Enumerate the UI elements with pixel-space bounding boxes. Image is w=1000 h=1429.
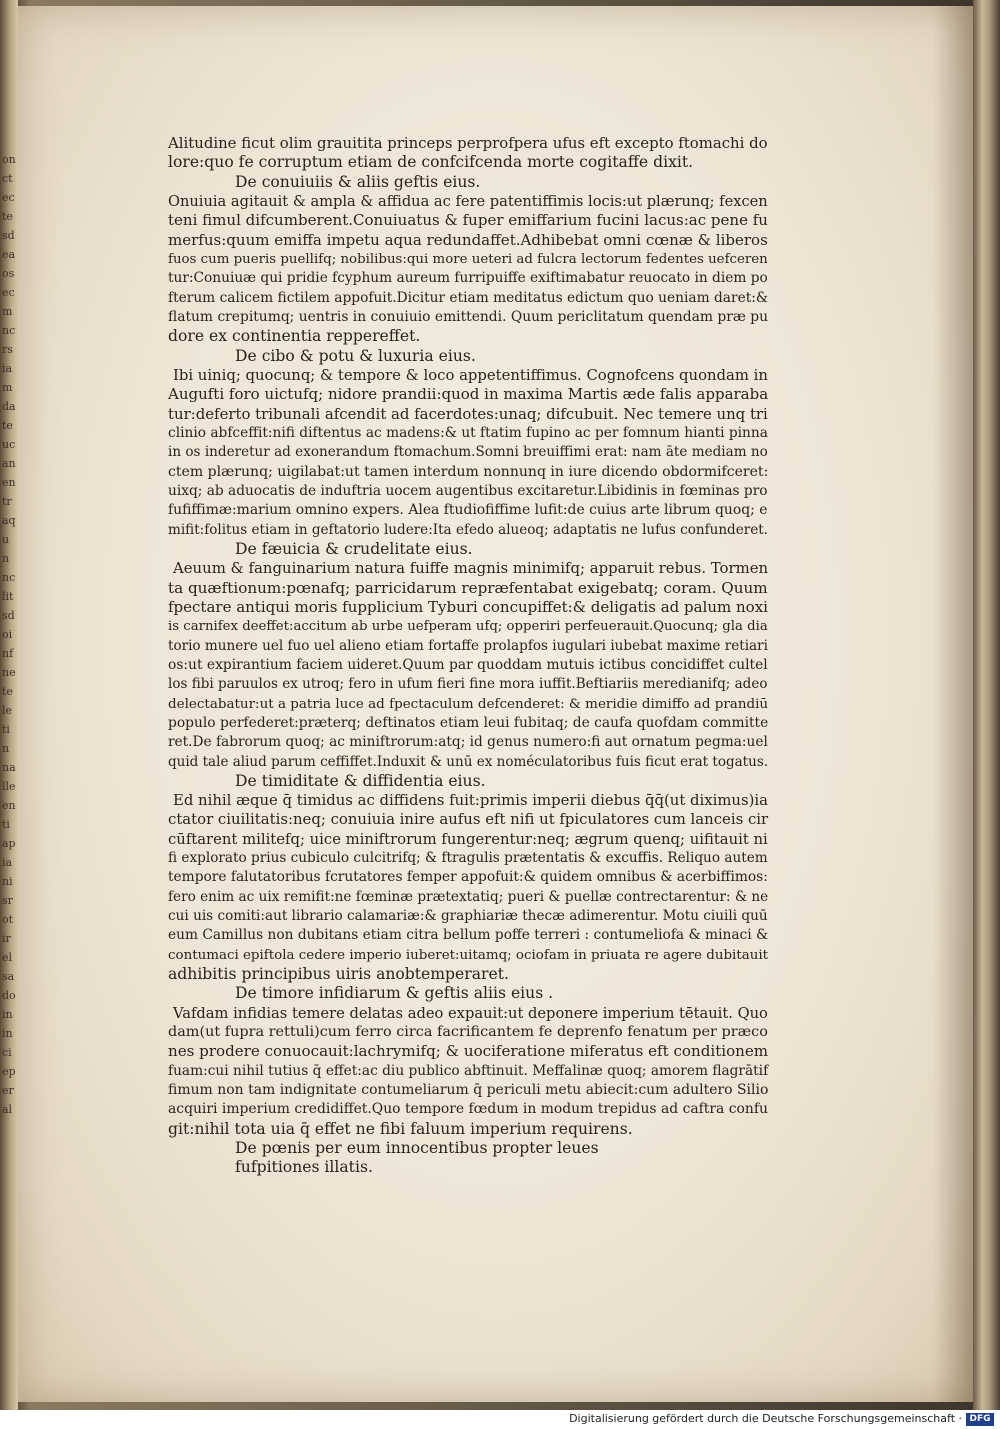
line-text: cūftarent militefq; uice miniftrorum fungerentur:neq; ægrum quenq; uifitauit ni [168, 830, 768, 848]
text-line [118, 617, 768, 636]
line-text: teni fimul difcumberent.Conuiuatus & fuper emiffarium fucini lacus:ac pene fu [168, 211, 768, 230]
line-text: Aeuum & fanguinarium natura fuiffe magnis minimifq; apparuit rebus. Tormen [173, 559, 769, 578]
text-line [118, 385, 768, 404]
text-line [118, 656, 768, 675]
line-text: fufpitiones illatis. [235, 1158, 373, 1177]
line-text: tur:Conuiuæ qui pridie fcyphum aureum furripuiffe exiftimabatur reuocato in diem po [168, 270, 768, 287]
line-text: quid tale aliud parum ceffiffet.Induxit & unū ex noméculatoribus fuis ficut erat togatus. [168, 753, 769, 770]
line-text: ctator ciuilitatis:neq; conuiuia inire aufus eft nifi ut fpiculatores cum lanceis cir [168, 810, 769, 829]
text-line [118, 250, 768, 269]
line-text: fi explorato prius cubiculo culcitrifq; & ftragulis prætentatis & excuffis. Reliquo autem [168, 850, 768, 867]
line-text: acquiri imperium credidiffet.Quo tempore fœdum in modum trepidus ad caftra confu [168, 1101, 768, 1118]
text-line [118, 405, 768, 424]
text-line [118, 868, 768, 887]
text-line [118, 1023, 768, 1042]
line-text: De conuiuiis & aliis geftis eius. [235, 172, 481, 191]
line-text: De timore infidiarum & geftis aliis eius . [235, 984, 554, 1003]
dfg-logo [966, 1413, 994, 1426]
line-text: Augufti foro uictufq; nidore prandii:quod in maxima Martis æde falis apparaba [168, 385, 769, 404]
line-text: tempore falutatoribus fcrutatores femper appofuit:& quidem omnibus & acerbiffimos: [168, 869, 768, 886]
funding-notice: Digitalisierung gefördert durch die Deutsche Forschungsgemeinschaft · [569, 1412, 962, 1425]
line-text: fuam:cui nihil tutius q̄ effet:ac diu publico abftinuit. Meffalinæ quoq; amorem flagrātif [168, 1062, 769, 1079]
text-line [118, 733, 768, 752]
text-line [118, 714, 768, 733]
text-line [118, 907, 768, 926]
line-text: populo perfederet:præterq; deftinatos etiam leui fubitaq; de caufa quofdam committe [168, 714, 769, 731]
line-text: mifit:folitus etiam in geftatorio ludere:Ita efedo alueoq; adaptatis ne lufus confunderet. [168, 521, 768, 538]
text-line [118, 791, 768, 810]
text-line [118, 810, 768, 829]
text-line [118, 598, 768, 617]
text-line [118, 501, 768, 520]
text-line [118, 192, 768, 211]
line-text: adhibitis principibus uiris anobtemperaret. [168, 965, 509, 984]
text-line [118, 888, 768, 907]
line-text: Vafdam infidias temere delatas adeo expauit:ut deponere imperium tētauit. Quo [173, 1004, 768, 1022]
text-line [118, 1100, 768, 1119]
text-line [118, 753, 768, 772]
section-heading [118, 1139, 768, 1158]
line-text: Ed nihil æque q̄ timidus ac diffidens fuit:primis imperii diebus q̄q̄(ut diximus)ia [173, 792, 768, 810]
line-text: git:nihil tota uia q̄ effet ne fibi faluum imperium requirens. [168, 1119, 633, 1138]
digitization-footer [0, 1410, 1000, 1429]
page-fold-shadow [933, 6, 973, 1402]
line-text: fero enim ac uix remifit:ne fœminæ prætextatiq; pueri & puellæ contrectarentur: & ne [168, 888, 769, 905]
line-text: Onuiuia agitauit & ampla & affidua ac fere patentiffimis locis:ut plærunq; fexcen [168, 192, 768, 210]
line-text: fimum non tam indignitate contumeliarum q̄ periculi metu abiecit:cum adultero Silio [168, 1082, 769, 1099]
book-fore-edge [973, 0, 1000, 1410]
text-line [118, 926, 768, 945]
text-line [118, 308, 768, 327]
text-line [118, 637, 768, 656]
text-line [118, 965, 768, 984]
text-line [118, 849, 768, 868]
line-text: Alitudine ficut olim grauitita princeps perprofpera ufus eft excepto ftomachi do [168, 134, 768, 152]
text-line [118, 153, 768, 172]
line-text: eum Camillus non dubitans etiam citra bellum poffe terreri : contumeliofa & minaci & [168, 927, 769, 944]
text-line [118, 366, 768, 385]
text-line [118, 521, 768, 540]
line-text: Ibi uiniq; quocunq; & tempore & loco appetentiffimus. Cognofcens quondam in [173, 366, 768, 384]
line-text: ret.De fabrorum quoq; ac miniftrorum:atq; id genus numero:fi aut ornatum pegma:uel [168, 734, 768, 751]
text-line [118, 946, 768, 965]
line-text: ta quæftionum:pœnafq; parricidarum repræfentabat exigebatq; coram. Quum [168, 578, 768, 597]
text-line [118, 231, 768, 250]
text-line [118, 1081, 768, 1100]
line-text: ctem plærunq; uigilabat:ut tamen interdum nonnunq in iure dicendo obdormifceret: [168, 463, 769, 480]
text-line [118, 1062, 768, 1081]
line-text: nes prodere conuocauit:lachrymifq; & uociferatione miferatus eft conditionem [168, 1042, 769, 1061]
text-line [118, 675, 768, 694]
line-text: torio munere uel fuo uel alieno etiam fortaffe prolapfos iugulari iubebat maxime retiari [168, 637, 768, 654]
text-line [118, 269, 768, 288]
line-text: fpectare antiqui moris fupplicium Tyburi concupiffet:& deligatis ad palum noxi [168, 597, 768, 616]
text-line [118, 1120, 768, 1139]
line-text: delectabatur:ut a patria luce ad fpectaculum defcenderet: & meridie dimiffo ad prandiū [168, 695, 769, 712]
section-heading [118, 347, 768, 366]
printed-text-block [118, 134, 768, 1178]
line-text: tur:deferto tribunali afcendit ad facerdotes:unaq; difcubuit. Nec temere unq tri [168, 404, 768, 423]
text-line [118, 289, 768, 308]
text-line [118, 579, 768, 598]
text-line [118, 327, 768, 346]
line-text: merfus:quum emiffa impetu aqua redundaffet.Adhibebat omni cœnæ & liberos [168, 230, 768, 249]
text-line [118, 559, 768, 578]
line-text: os:ut expirantium faciem uideret.Quum par quoddam mutuis ictibus concidiffet cultel [168, 656, 768, 673]
section-heading [118, 173, 768, 192]
line-text: clinio abfceffit:nifi diftentus ac madens:& ut ftatim fupino ac per fomnum hianti pinna [168, 424, 768, 441]
line-text: contumaci epiftola cedere imperio iuberet:uitamq; ociofam in priuata re agere dubitauit [168, 947, 769, 963]
facing-page-text-fragment: onctectesdeaosecmncrsiamdateucanentraqunnclitsdoinfneteletinnalleentiapianisrotirelsadoinincieperal [2, 153, 16, 1116]
text-line [118, 463, 768, 482]
text-line [118, 424, 768, 443]
section-heading [118, 772, 768, 791]
text-line [118, 443, 768, 462]
book-page [18, 6, 973, 1402]
text-line [118, 211, 768, 230]
line-text: flatum crepitumq; uentris in conuiuio emittendi. Quum periclitatum quendam præ pu [168, 308, 769, 325]
section-heading [118, 984, 768, 1003]
section-heading [118, 1158, 768, 1177]
text-line [118, 695, 768, 714]
line-text: dore ex continentia reppereffet. [168, 327, 421, 346]
text-line [118, 134, 768, 153]
line-text: De fæuicia & crudelitate eius. [235, 539, 473, 558]
line-text: dam(ut fupra rettuli)cum ferro circa facrificantem fe deprenfo fenatum per præco [168, 1024, 768, 1041]
line-text: lore:quo fe corruptum etiam de confcifcenda morte cogitaffe dixit. [168, 153, 694, 172]
line-text: is carnifex deeffet:accitum ab urbe uefperam ufq; opperiri perfeuerauit.Quocunq; gla dia [168, 619, 768, 635]
text-line [118, 830, 768, 849]
text-line [118, 1042, 768, 1061]
line-text: De timiditate & diffidentia eius. [235, 771, 486, 790]
line-text: cui uis comiti:aut librario calamariæ:& graphiariæ thecæ adimerentur. Motu ciuili quū [168, 908, 768, 925]
line-text: fufiffimæ:marium omnino expers. Alea ftudiofiffime lufit:de cuius arte librum quoq; e [168, 502, 768, 519]
line-text: De cibo & potu & luxuria eius. [235, 346, 476, 365]
line-text: fuos cum pueris puellifq; nobilibus:qui more ueteri ad fulcra lectorum fedentes uefceren [168, 251, 768, 267]
facing-page-edge [0, 0, 18, 1410]
text-line [118, 482, 768, 501]
dfg-logo-text: DFG [969, 1414, 991, 1424]
line-text: in os inderetur ad exonerandum ftomachum.Somni breuiffimi erat: nam āte mediam no [168, 444, 768, 461]
section-heading [118, 540, 768, 559]
line-text: fterum calicem fictilem appofuit.Dicitur etiam meditatus edictum quo ueniam daret:& [168, 289, 769, 306]
line-text: uixq; ab aduocatis de induftria uocem augentibus excitaretur.Libidinis in fœminas pro [168, 482, 768, 499]
line-text: los fibi paruulos ex utroq; fero in ufum fieri fine mora iuffit.Beftiariis meredianifq; adeo [168, 676, 768, 693]
text-line [118, 1004, 768, 1023]
line-text: De pœnis per eum innocentibus propter leues [235, 1139, 599, 1158]
